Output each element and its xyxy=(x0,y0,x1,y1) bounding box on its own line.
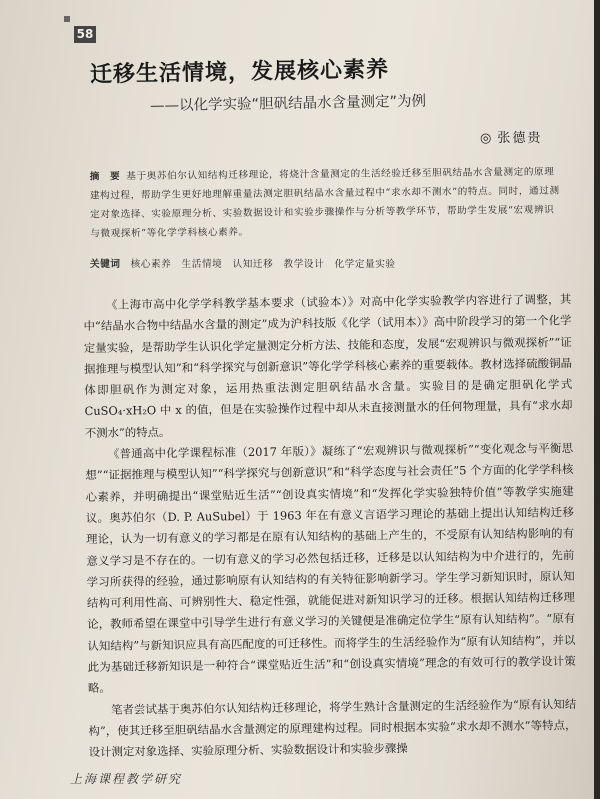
abstract xyxy=(90,163,563,244)
paragraph-1: 《上海市高中化学学科教学基本要求（试验本）》对高中化学实验教学内容进行了调整，其中“结晶水合物中结晶水含量的测定”成为沪科技版《化学（试用本）》高中阶段学习的第一个化学定量实验，是帮助学生认识化学定量测定分析方法、技能和态度，发展“宏观辨识与微观探析”“证据推理与模型认知”和“科学探究与创新意识”等化学学科核心素养的重要载体。教材选择硫酸铜晶体即胆矾作为测定对象，运用热重法测定胆矾结晶水含量。实验目的是确定胆矾化学式 CuSO₄·xH₂O 中 x 的值，但是在实验操作过程中却从未直接测量水的任何物理量，具有“求水却不测水”的特点。 xyxy=(83,292,573,440)
article-title: 迁移生活情境，发展核心素养 xyxy=(89,57,390,88)
author-line xyxy=(480,127,542,146)
page-edge xyxy=(594,0,600,799)
page-number: 58 xyxy=(74,26,96,43)
author-mark-icon: ◎ xyxy=(480,131,494,146)
article-subtitle: ——以化学实验“胆矾结晶水含量测定”为例 xyxy=(149,93,427,115)
keywords-text: 核心素养 生活情境 认知迁移 教学设计 化学定量实验 xyxy=(130,259,396,270)
author-name: 张德贵 xyxy=(497,131,543,146)
keywords-label: 关键词 xyxy=(90,259,121,270)
journal-footer: 上海课程教学研究 xyxy=(70,772,183,786)
keywords xyxy=(90,255,562,274)
paragraph-2: 《普通高中化学课程标准（2017 年版）》凝练了“宏观辨识与微观探析”“变化观念与平衡思想”“证据推理与模型认知”“科学探究与创新意识”和“科学态度与社会责任”5 个方面的化学学科核心素养，并明确提出“课堂贴近生活”“创设真实情境”和“发挥化学实验独特价值”等教学实施建议。奥苏伯尔（D. P. AuSubel）于 1963 年在有意义言语学习理论的基础上提出认知结构迁移理论，认为一切有意义的学习都是在原有认知结构的基础上产生的，不受原有认知结构影响的有意义学习是不存在的。一切有意义的学习必然包括迁移，迁移是以认知结构为中介进行的，先前学习所获得的经验，通过影响原有认知结构的有关特征影响新学习。学生学习新知识时，原认知结构可利用性高、可辨别性大、稳定性强，就能促进对新知识学习的迁移。根据认知结构迁移理论，教师希望在课堂中引导学生进行有意义学习的关键便是准确定位学生“原有认知结构”。“原有认知结构”与新知识应具有高匹配度的可迁移性。而将学生的生活经验作为“原有认知结构”，并以此为基础迁移新知识是一种符合“课堂贴近生活”和“创设真实情境”理念的有效可行的教学设计策略。 xyxy=(85,441,576,696)
corner-mark xyxy=(64,16,70,22)
paragraph-3: 笔者尝试基于奥苏伯尔认知结构迁移理论，将学生熟计含量测定的生活经验作为“原有认知结构”，使其迁移至胆矾结晶水含量测定的原理建构过程。同时根据本实验“求水却不测水”等特点，设计测定对象选择、实验原理分析、实验数据设计和实验步骤操 xyxy=(88,696,577,760)
article-body xyxy=(83,289,577,763)
abstract-text: 基于奥苏伯尔认知结构迁移理论，将烧汁含量测定的生活经验迁移至胆矾结晶水含量测定的原理建构过程，帮助学生更好地理解重量法测定胆矾结晶水含量过程中“求水却不测水”的特点。同时，通过测定对象选择、实验原理分析、实验数据设计和实验步骤操作与分析等教学环节，帮助学生发展“宏观辨识与微观探析”等化学学科核心素养。 xyxy=(89,166,560,240)
abstract-label: 摘 要 xyxy=(89,171,121,183)
